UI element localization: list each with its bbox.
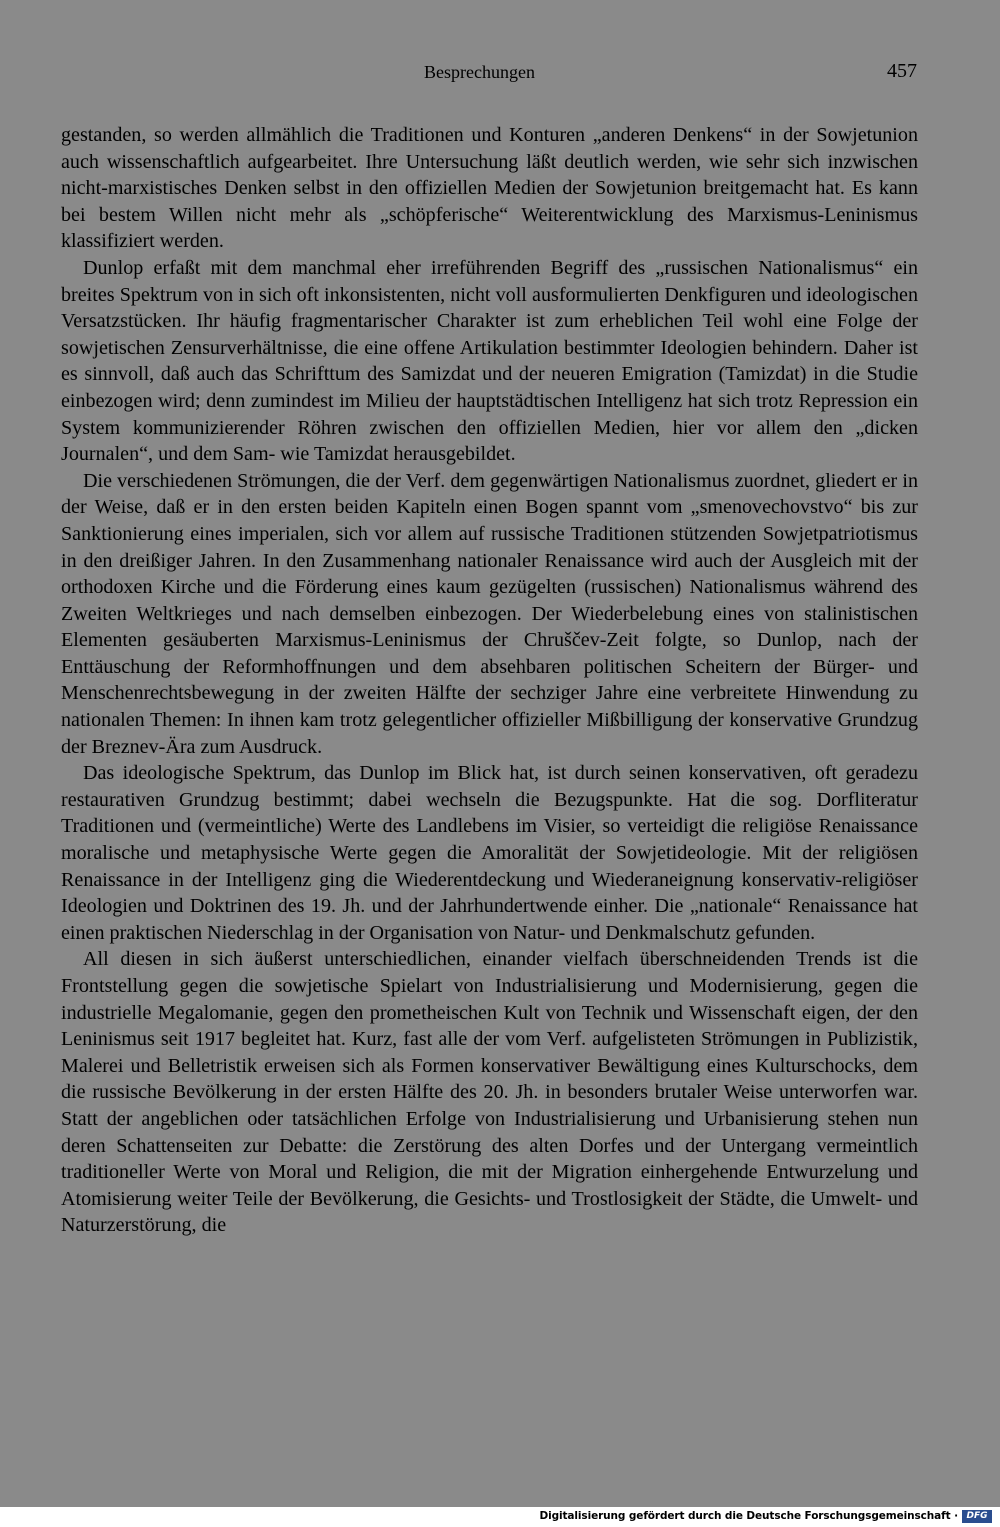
paragraph-2: Dunlop erfaßt mit dem manchmal eher irreführenden Begriff des „russischen Nationalismus“ ein breites Spektrum von in sich oft inkonsistenten, nicht voll ausformulierten Denkfiguren und ideologischen Versatzstücken. Ihr häufig fragmentarischer Charakter ist zum erheblichen Teil wohl eine Folge der sowjetischen Zensurverhältnisse, die eine offene Artikulation bestimmter Ideologien behindern. Daher ist es sinnvoll, daß auch das Schrifttum des Samizdat und der neueren Emigration (Tamizdat) in die Studie einbezogen wird; denn zumindest im Milieu der hauptstädtischen Intelligenz hat sich trotz Repression ein System kommunizierender Röhren zwischen den offiziellen Medien, hier vor allem den „dicken Journalen“, und dem Sam- wie Tamizdat herausgebildet. — [61, 256, 918, 466]
funding-credit: Digitalisierung gefördert durch die Deutsche Forschungsgemeinschaft · — [539, 1510, 958, 1522]
paragraph-4: Das ideologische Spektrum, das Dunlop im Blick hat, ist durch seinen konservativen, oft geradezu restaurativen Grundzug bestimmt; dabei wechseln die Bezugspunkte. Hat die sog. Dorfliteratur Traditionen und (vermeintliche) Werte des Landlebens im Visier, so verteidigt die religiöse Renaissance moralische und metaphysische Werte gegen die Amoralität der Sowjetideologie. Mit der religiösen Renaissance in der Intelligenz ging die Wiederentdeckung und Wiederaneignung konservativ-religiöser Ideologien und Doktrinen des 19. Jh. und der Jahrhundertwende einher. Die „nationale“ Renaissance hat einen praktischen Niederschlag in der Organisation von Natur- und Denkmalschutz gefunden. — [61, 762, 918, 944]
body-text — [61, 122, 918, 1239]
paragraph-1: gestanden, so werden allmählich die Traditionen und Konturen „anderen Denkens“ in der Sowjetunion auch wissenschaftlich aufgearbeitet. Ihre Untersuchung läßt deutlich werden, wie sehr sich inzwischen nicht-marxistisches Denken selbst in den offiziellen Medien der Sowjetunion breitgemacht hat. Es kann bei bestem Willen nicht mehr als „schöpferische“ Weiterentwicklung des Marxismus-Leninismus klassifiziert werden. — [61, 124, 918, 253]
running-head: Besprechungen — [424, 62, 535, 82]
dfg-logo: DFG — [962, 1510, 992, 1523]
page-number: 457 — [887, 60, 917, 82]
page-header — [0, 60, 1000, 90]
paragraph-5: All diesen in sich äußerst unterschiedlichen, einander vielfach überschneidenden Trends ist die Frontstellung gegen die sowjetische Spielart von Industrialisierung und Modernisierung, gegen die industrielle Megalomanie, gegen den prometheischen Kult von Technik und Wissenschaft eigen, der den Leninismus seit 1917 begleitet hat. Kurz, fast alle der vom Verf. aufgelisteten Strömungen in Publizistik, Malerei und Belletristik erweisen sich als Formen konservativer Bewältigung eines Kulturschocks, dem die russische Bevölkerung in der ersten Hälfte des 20. Jh. in besonders brutaler Weise unterworfen war. Statt der angeblichen oder tatsächlichen Erfolge von Industrialisierung und Urbanisierung stehen nun deren Schattenseiten zur Debatte: die Zerstörung des alten Dorfes und der Untergang vermeintlich traditioneller Werte von Moral und Religion, die mit der Migration einhergehende Entwurzelung und Atomisierung weiter Teile der Bevölkerung, die Gesichts- und Trostlosigkeit der Städte, die Umwelt- und Naturzerstörung, die — [61, 948, 918, 1237]
digitization-footer — [0, 1507, 1000, 1527]
paragraph-3: Die verschiedenen Strömungen, die der Verf. dem gegenwärtigen Nationalismus zuordnet, gliedert er in der Weise, daß er in den ersten beiden Kapiteln einen Bogen spannt vom „smenovechovstvo“ bis zur Sanktionierung eines imperialen, sich vor allem auf russische Traditionen stützenden Sowjetpatriotismus in den dreißiger Jahren. In den Zusammenhang nationaler Renaissance wird auch der Ausgleich mit der orthodoxen Kirche und die Förderung eines kaum gezügelten (russischen) Nationalismus während des Zweiten Weltkrieges und nach demselben einbezogen. Der Wiederbelebung eines von stalinistischen Elementen gesäuberten Marxismus-Leninismus der Chruščev-Zeit folgte, so Dunlop, nach der Enttäuschung der Reformhoffnungen und dem absehbaren politischen Scheitern der Bürger- und Menschenrechtsbewegung in der zweiten Hälfte der sechziger Jahre eine verbreitete Hinwendung zu nationalen Themen: In ihnen kam trotz gelegentlicher offizieller Mißbilligung der konservative Grundzug der Breznev-Ära zum Ausdruck. — [61, 469, 918, 758]
